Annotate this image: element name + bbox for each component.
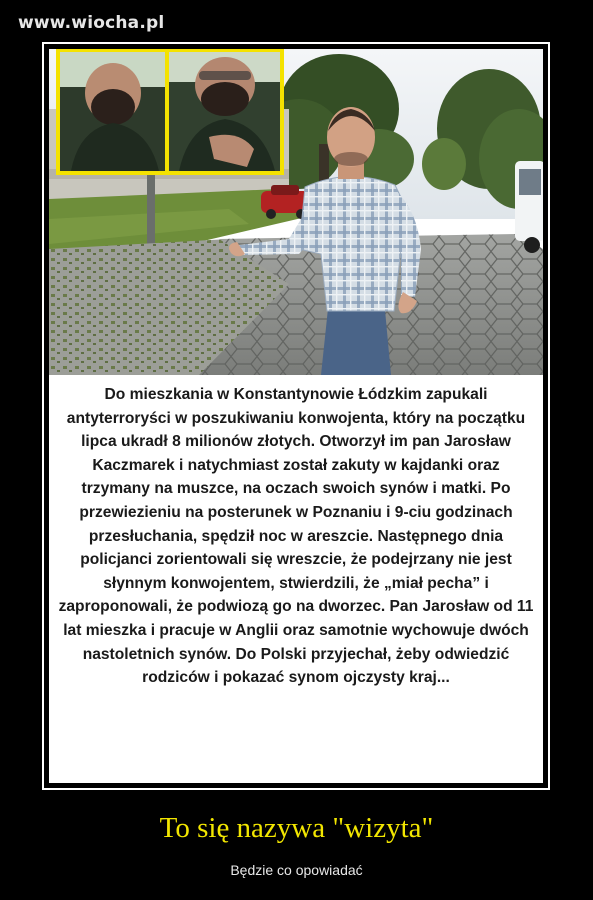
photo-white-van bbox=[515, 161, 543, 253]
photo-lamp-post bbox=[147, 169, 155, 244]
poster-subtitle: Będzie co opowiadać bbox=[230, 862, 363, 878]
news-photo bbox=[49, 49, 543, 375]
inset-photo bbox=[56, 49, 284, 175]
site-watermark: www.wiocha.pl bbox=[18, 13, 165, 33]
poster-panel bbox=[49, 49, 543, 783]
article-text: Do mieszkania w Konstantynowie Łódzkim zapukali antyterroryści w poszukiwaniu konwojenta, który na początku lipca ukradł 8 milionów złotych. Otworzył im pan Jarosław Kaczmarek i natychmiast został zakuty w kajdanki oraz trzymany na muszce, na oczach swoich synów i matki. Po przewiezieniu na posterunek w Poznaniu i 9-ciu godzinach przesłuchania, spędził noc w areszcie. Następnego dnia policjanci zorientowali się wreszcie, że podejrzany nie jest słynnym konwojentem, stwierdzili, że „miał pecha” i zaproponowali, że podwiozą go na dworzec. Pan Jarosław od 11 lat mieszka i pracuje w Anglii oraz samotnie wychowuje dwóch nastoletnich synów. Do Polski przyjechał, żeby odwiedzić rodziców i pokazać synom ojczysty kraj... bbox=[58, 386, 534, 687]
poster-title: To się nazywa "wizyta" bbox=[159, 812, 434, 844]
